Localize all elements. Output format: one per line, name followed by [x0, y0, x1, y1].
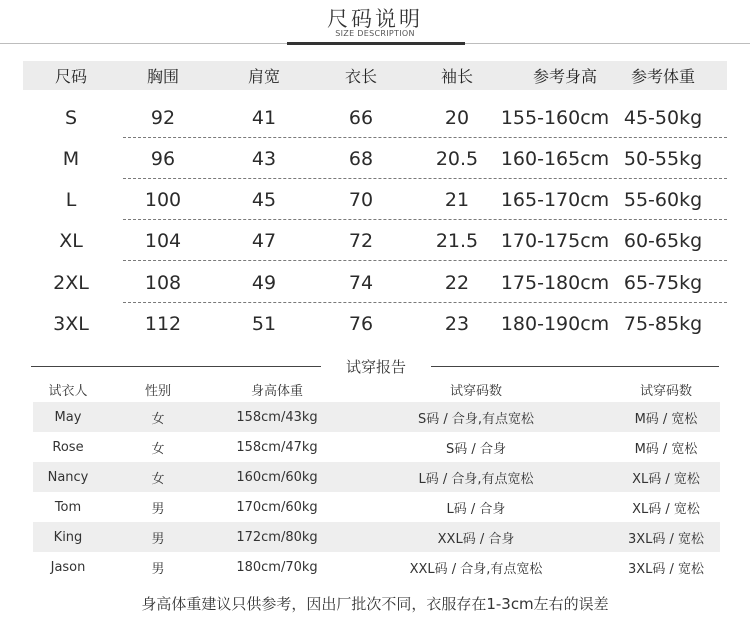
size-header-cell: 尺码	[54, 67, 87, 86]
weight-cell: 75-85kg	[623, 312, 703, 335]
chest-cell: 92	[150, 106, 176, 129]
height-cell: 160-165cm	[500, 147, 610, 170]
tester-fit-1: L码 / 合身,有点宽松	[418, 471, 534, 487]
shoulder-cell: 43	[251, 147, 277, 170]
size-table-header	[23, 61, 727, 90]
height-cell: 180-190cm	[500, 312, 610, 335]
tester-gender: 女	[151, 471, 165, 487]
chest-cell: 112	[144, 312, 182, 335]
tester-height-weight: 160cm/60kg	[236, 469, 318, 485]
tester-name: May	[54, 409, 82, 425]
tester-gender: 男	[151, 531, 165, 547]
tester-fit-2: M码 / 宽松	[634, 411, 698, 427]
weight-cell: 60-65kg	[623, 229, 703, 252]
tester-height-weight: 170cm/60kg	[236, 499, 318, 515]
size-table-row	[23, 138, 727, 179]
weight-cell: 50-55kg	[623, 147, 703, 170]
report-table-row	[33, 492, 720, 522]
size-table-row	[23, 97, 727, 138]
row-divider	[123, 260, 727, 261]
tester-fit-1: L码 / 合身	[446, 501, 506, 517]
height-cell: 175-180cm	[500, 271, 610, 294]
shoulder-cell: 45	[251, 188, 277, 211]
shoulder-cell: 51	[251, 312, 277, 335]
tester-fit-2: M码 / 宽松	[634, 441, 698, 457]
size-cell: L	[65, 188, 77, 211]
shoulder-cell: 49	[251, 271, 277, 294]
size-cell: 2XL	[53, 271, 89, 294]
tester-name: Jason	[50, 559, 86, 575]
size-header-cell: 胸围	[146, 67, 179, 86]
size-table-row	[23, 262, 727, 303]
report-table-header	[33, 374, 720, 404]
tester-fit-1: S码 / 合身	[446, 441, 506, 457]
footer-note: 身高体重建议只供参考，因出厂批次不同，衣服存在1-3cm左右的误差	[141, 595, 609, 613]
height-cell: 165-170cm	[500, 188, 610, 211]
report-table-row	[33, 462, 720, 492]
shoulder-cell: 41	[251, 106, 277, 129]
report-table-row	[33, 402, 720, 432]
length-cell: 72	[348, 229, 374, 252]
tester-name: King	[53, 529, 83, 545]
tester-gender: 男	[151, 501, 165, 517]
size-header-cell: 参考身高	[532, 67, 597, 86]
tester-gender: 女	[151, 411, 165, 427]
report-table-row	[33, 522, 720, 552]
length-cell: 66	[348, 106, 374, 129]
length-cell: 68	[348, 147, 374, 170]
page-title: 尺码说明	[327, 7, 423, 31]
length-cell: 70	[348, 188, 374, 211]
size-header-cell: 参考体重	[630, 67, 695, 86]
tester-fit-2: XL码 / 宽松	[632, 501, 700, 517]
tester-name: Tom	[54, 499, 82, 515]
tester-height-weight: 158cm/43kg	[236, 409, 318, 425]
report-header-cell: 试穿码数	[449, 383, 502, 399]
report-divider-right	[431, 366, 719, 367]
size-header-cell: 衣长	[344, 67, 377, 86]
weight-cell: 45-50kg	[623, 106, 703, 129]
size-table-row	[23, 303, 727, 344]
chest-cell: 96	[150, 147, 176, 170]
tester-gender: 男	[151, 561, 165, 577]
sleeve-cell: 20	[444, 106, 470, 129]
sleeve-cell: 21.5	[435, 229, 479, 252]
tester-height-weight: 158cm/47kg	[236, 439, 318, 455]
height-cell: 155-160cm	[500, 106, 610, 129]
weight-cell: 65-75kg	[623, 271, 703, 294]
tester-name: Nancy	[47, 469, 89, 485]
size-header-cell: 袖长	[440, 67, 473, 86]
report-header-cell: 试衣人	[48, 383, 88, 399]
tester-height-weight: 172cm/80kg	[236, 529, 318, 545]
tester-fit-2: 3XL码 / 宽松	[627, 561, 705, 577]
tester-fit-1: XXL码 / 合身	[437, 531, 515, 547]
report-title: 试穿报告	[345, 358, 406, 376]
size-cell: 3XL	[53, 312, 89, 335]
length-cell: 74	[348, 271, 374, 294]
report-header-cell: 试穿码数	[639, 383, 692, 399]
chest-cell: 108	[144, 271, 182, 294]
length-cell: 76	[348, 312, 374, 335]
tester-gender: 女	[151, 441, 165, 457]
sleeve-cell: 22	[444, 271, 470, 294]
tester-fit-2: 3XL码 / 宽松	[627, 531, 705, 547]
shoulder-cell: 47	[251, 229, 277, 252]
report-table-row	[33, 432, 720, 462]
tester-fit-1: XXL码 / 合身,有点宽松	[409, 561, 543, 577]
chest-cell: 100	[144, 188, 182, 211]
chest-cell: 104	[144, 229, 182, 252]
sleeve-cell: 20.5	[435, 147, 479, 170]
report-table-row	[33, 552, 720, 582]
header-accent-bar	[287, 42, 465, 45]
size-cell: S	[64, 106, 78, 129]
tester-height-weight: 180cm/70kg	[236, 559, 318, 575]
page-subtitle: SIZE DESCRIPTION	[335, 29, 415, 38]
report-header-cell: 性别	[144, 383, 171, 399]
height-cell: 170-175cm	[500, 229, 610, 252]
report-header-cell: 身高体重	[250, 383, 303, 399]
size-header-cell: 肩宽	[247, 67, 280, 86]
size-table-row	[23, 220, 727, 261]
size-cell: M	[62, 147, 80, 170]
report-divider-left	[31, 366, 321, 367]
tester-name: Rose	[52, 439, 84, 455]
tester-fit-1: S码 / 合身,有点宽松	[417, 411, 535, 427]
sleeve-cell: 23	[444, 312, 470, 335]
size-table-row	[23, 179, 727, 220]
size-cell: XL	[59, 229, 83, 252]
tester-fit-2: XL码 / 宽松	[632, 471, 700, 487]
sleeve-cell: 21	[444, 188, 470, 211]
weight-cell: 55-60kg	[623, 188, 703, 211]
